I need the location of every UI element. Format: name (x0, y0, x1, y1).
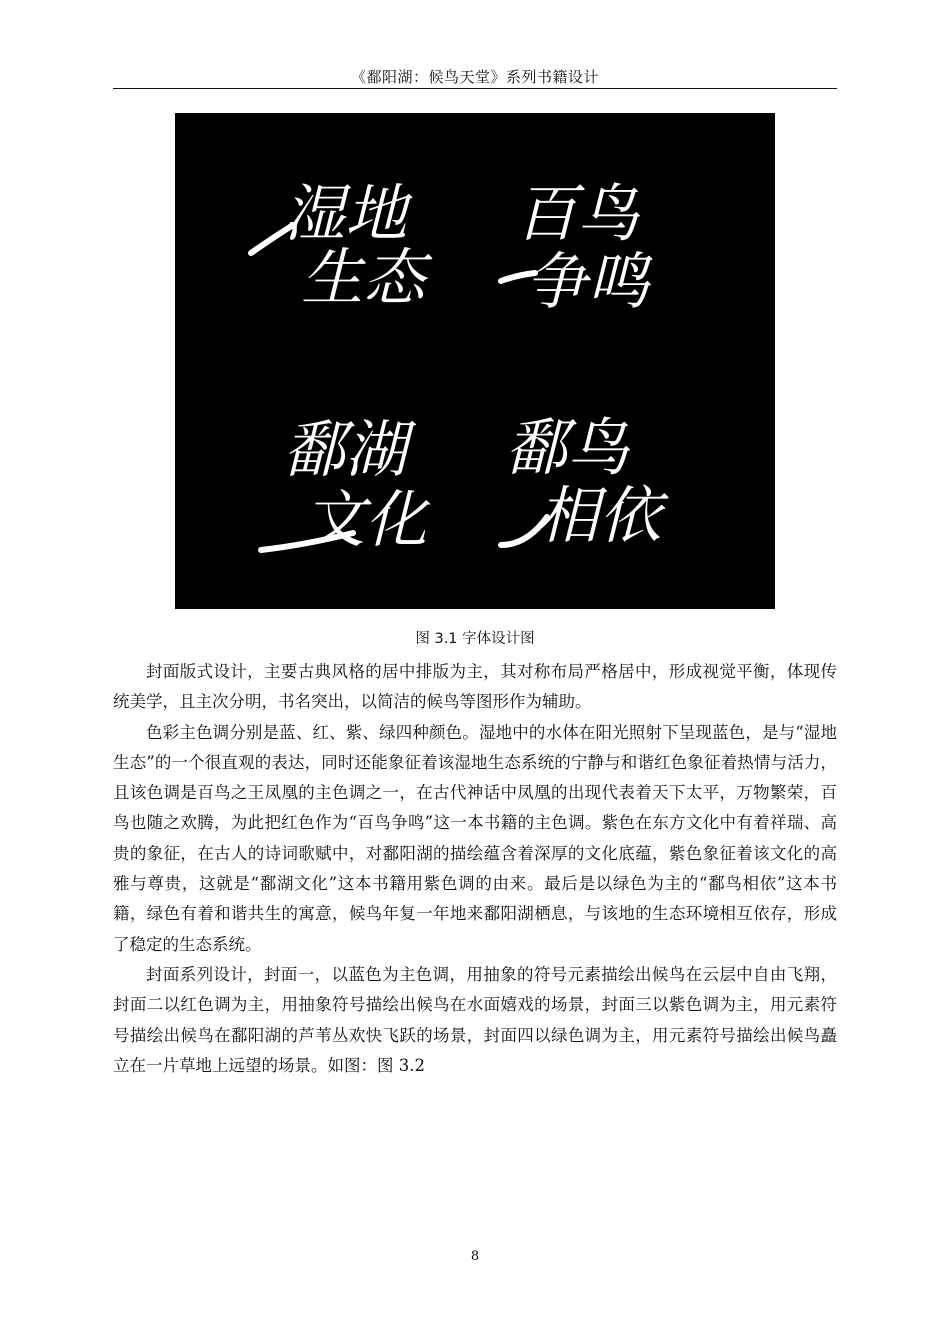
figure-background (175, 113, 775, 609)
title-birds-contend-line2: 争鸣 (525, 245, 650, 318)
paragraph-color-scheme: 色彩主色调分别是蓝、红、紫、绿四种颜色。湿地中的水体在阳光照射下呈现蓝色，是与“湿地生态”的一个很直观的表达，同时还能象征着该湿地生态系统的宁静与和谐红色象征着热情与活力，且该色调是百鸟之王凤凰的主色调之一，在古代神话中凤凰的出现代表着天下太平，万物繁荣，百鸟也随之欢腾，为此把红色作为“百鸟争鸣”这一本书籍的主色调。紫色在东方文化中有着祥瑞、高贵的象征，在古人的诗词歌赋中，对鄱阳湖的描绘蕴含着深厚的文化底蕴，紫色象征着该文化的高雅与尊贵，这就是“鄱湖文化”这本书籍用紫色调的由来。最后是以绿色为主的“鄱鸟相依”这本书籍，绿色有着和谐共生的寓意，候鸟年复一年地来鄱阳湖栖息，与该地的生态环境相互依存，形成了稳定的生态系统。 (113, 722, 837, 954)
paragraph-cover-series: 封面系列设计，封面一，以蓝色为主色调，用抽象的符号元素描绘出候鸟在云层中自由飞翔，封面二以红色调为主，用抽象符号描绘出候鸟在水面嬉戏的场景，封面三以紫色调为主，用元素符号描绘出候鸟在鄱阳湖的芦苇丛欢快飞跃的场景，封面四以绿色调为主，用元素符号描绘出候鸟矗立在一片草地上远望的场景。如图：图 3.2 (113, 964, 837, 1075)
body-text (113, 657, 837, 1081)
title-poyang-culture-line1: 鄱湖 (283, 413, 408, 486)
title-poyang-culture-line2: 文化 (303, 483, 428, 556)
font-design-figure (175, 113, 775, 609)
title-birds-contend-line1: 百鸟 (515, 177, 640, 250)
header-divider (113, 88, 837, 89)
title-wetland-ecology-line1: 湿地 (283, 177, 408, 250)
page-number: 8 (470, 1249, 480, 1264)
title-poyang-birds-together-line1: 鄱鸟 (505, 411, 630, 484)
paragraph-layout-design: 封面版式设计，主要古典风格的居中排版为主，其对称布局严格居中，形成视觉平衡，体现传统美学，且主次分明，书名突出，以简洁的候鸟等图形作为辅助。 (113, 662, 837, 712)
title-wetland-ecology-line2: 生态 (301, 241, 426, 314)
page-header: 《鄱阳湖：候鸟天堂》系列书籍设计 (350, 68, 599, 86)
figure-caption: 图 3.1 字体设计图 (415, 631, 535, 647)
font-design-artwork (175, 113, 775, 609)
title-poyang-birds-together-line2: 相依 (537, 479, 662, 552)
